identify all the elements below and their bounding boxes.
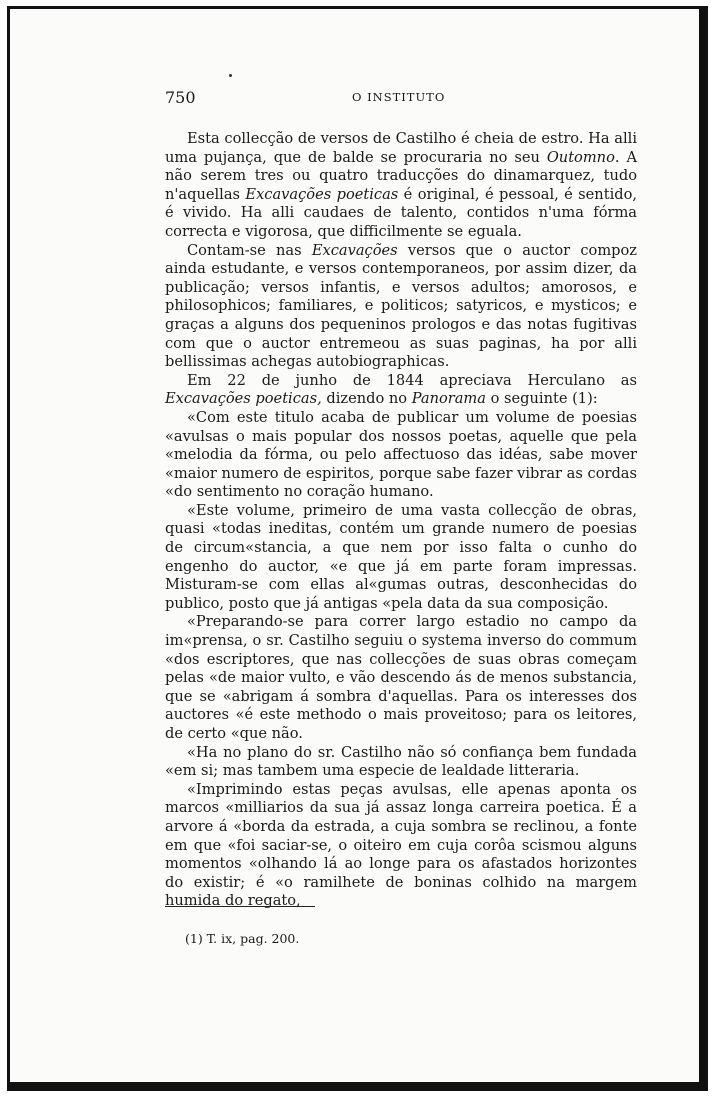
text-run: Em 22 de junho de 1844 apreciava Herculano as [187,371,637,389]
text-run: «Preparando-se para correr largo estadio no campo da im«prensa, o sr. Castilho seguiu o systema inverso do commum «dos escriptores, que nas collecções de suas obras começam pelas «de maior vulto, e vão descendo ás de menos substancia, que se «abrigam á sombra d'aquellas. Para os interesses dos auctores «é este methodo o mais proveitoso; para os leitores, de certo «que não. [165,613,637,742]
italic-title: Panorama [411,390,486,408]
paragraph [165,242,637,372]
paragraph [165,409,637,502]
page-header [165,88,637,112]
page-number: 750 [165,88,196,107]
text-run: dizendo no [321,390,412,408]
text-run: versos que o auctor compoz ainda estudante, e versos contemporaneos, por assim dizer, da publicação; versos infantis, e versos adultos; amorosos, e philosophicos; familiares, e politicos; satyricos, e mysticos; e graças a alguns dos pequeninos prologos e das notas fugitivas com que o auctor entremeou as suas paginas, ha por alli bellissimas achegas autobiographicas. [165,241,637,371]
italic-title: Excavações [311,241,398,259]
footnote: (1) T. ix, pag. 200. [185,931,300,946]
text-run: «Com este titulo acaba de publicar um volume de poesias «avulsas o mais popular dos nossos poetas, aquelle que pela «melodia da fórma, ou pelo affectuoso das idéas, sabe mover «maior numero de espiritos, porque sabe fazer vibrar as cordas «do sentimento no coração humano. [165,408,637,501]
text-run: o seguinte (1): [485,390,598,408]
footnote-rule [165,906,315,907]
italic-title: Excavações poeticas, [165,390,322,408]
paragraph [165,781,637,911]
body-text [165,130,637,911]
ink-speck [229,74,232,77]
italic-title: Excavações poeticas [245,185,399,203]
text-run: é original, é pessoal, é sentido, é vivido. Ha alli caudaes de talento, contidos n'uma fórma correcta e vigorosa, que difficilmente se eguala. [165,185,638,240]
text-run: Esta collecção de versos de Castilho é cheia de estro. Ha alli uma pujança, que de balde se procuraria no seu [165,130,637,166]
text-run: «Este volume, primeiro de uma vasta collecção de obras, quasi «todas ineditas, contém um grande numero de poesias de circum«stancia, a que nem por isso falta o cunho do engenho do auctor, «e que já em parte foram impressas. Misturam-se com ellas al«gumas outras, desconhecidas do publico, posto que já antigas «pela data da sua composição. [165,501,637,612]
running-title: O INSTITUTO [352,90,446,104]
paragraph [165,130,637,242]
paragraph [165,613,637,743]
paragraph [165,372,637,409]
book-page [165,88,638,946]
italic-title: Outomno [546,148,615,166]
paragraph [165,744,637,781]
paragraph [165,502,637,614]
text-run: «Ha no plano do sr. Castilho não só confiança bem fundada «em si; mas tambem uma especie de lealdade litteraria. [165,743,637,780]
text-run: . A não serem tres ou quatro traducções do dinamarquez, tudo n'aquellas [165,148,637,203]
text-run: «Imprimindo estas peças avulsas, elle apenas aponta os marcos «milliarios da sua já assaz longa carreira poetica. É a arvore á «borda da estrada, a cuja sombra se reclinou, a fonte em que «foi saciar-se, o oiteiro em cuja corôa scismou alguns momentos «olhando lá ao longe para os afastados horizontes do existir; é «o ramilhete de boninas colhido na margem humida do regato, [165,780,637,910]
text-run: Contam-se nas [187,241,312,259]
